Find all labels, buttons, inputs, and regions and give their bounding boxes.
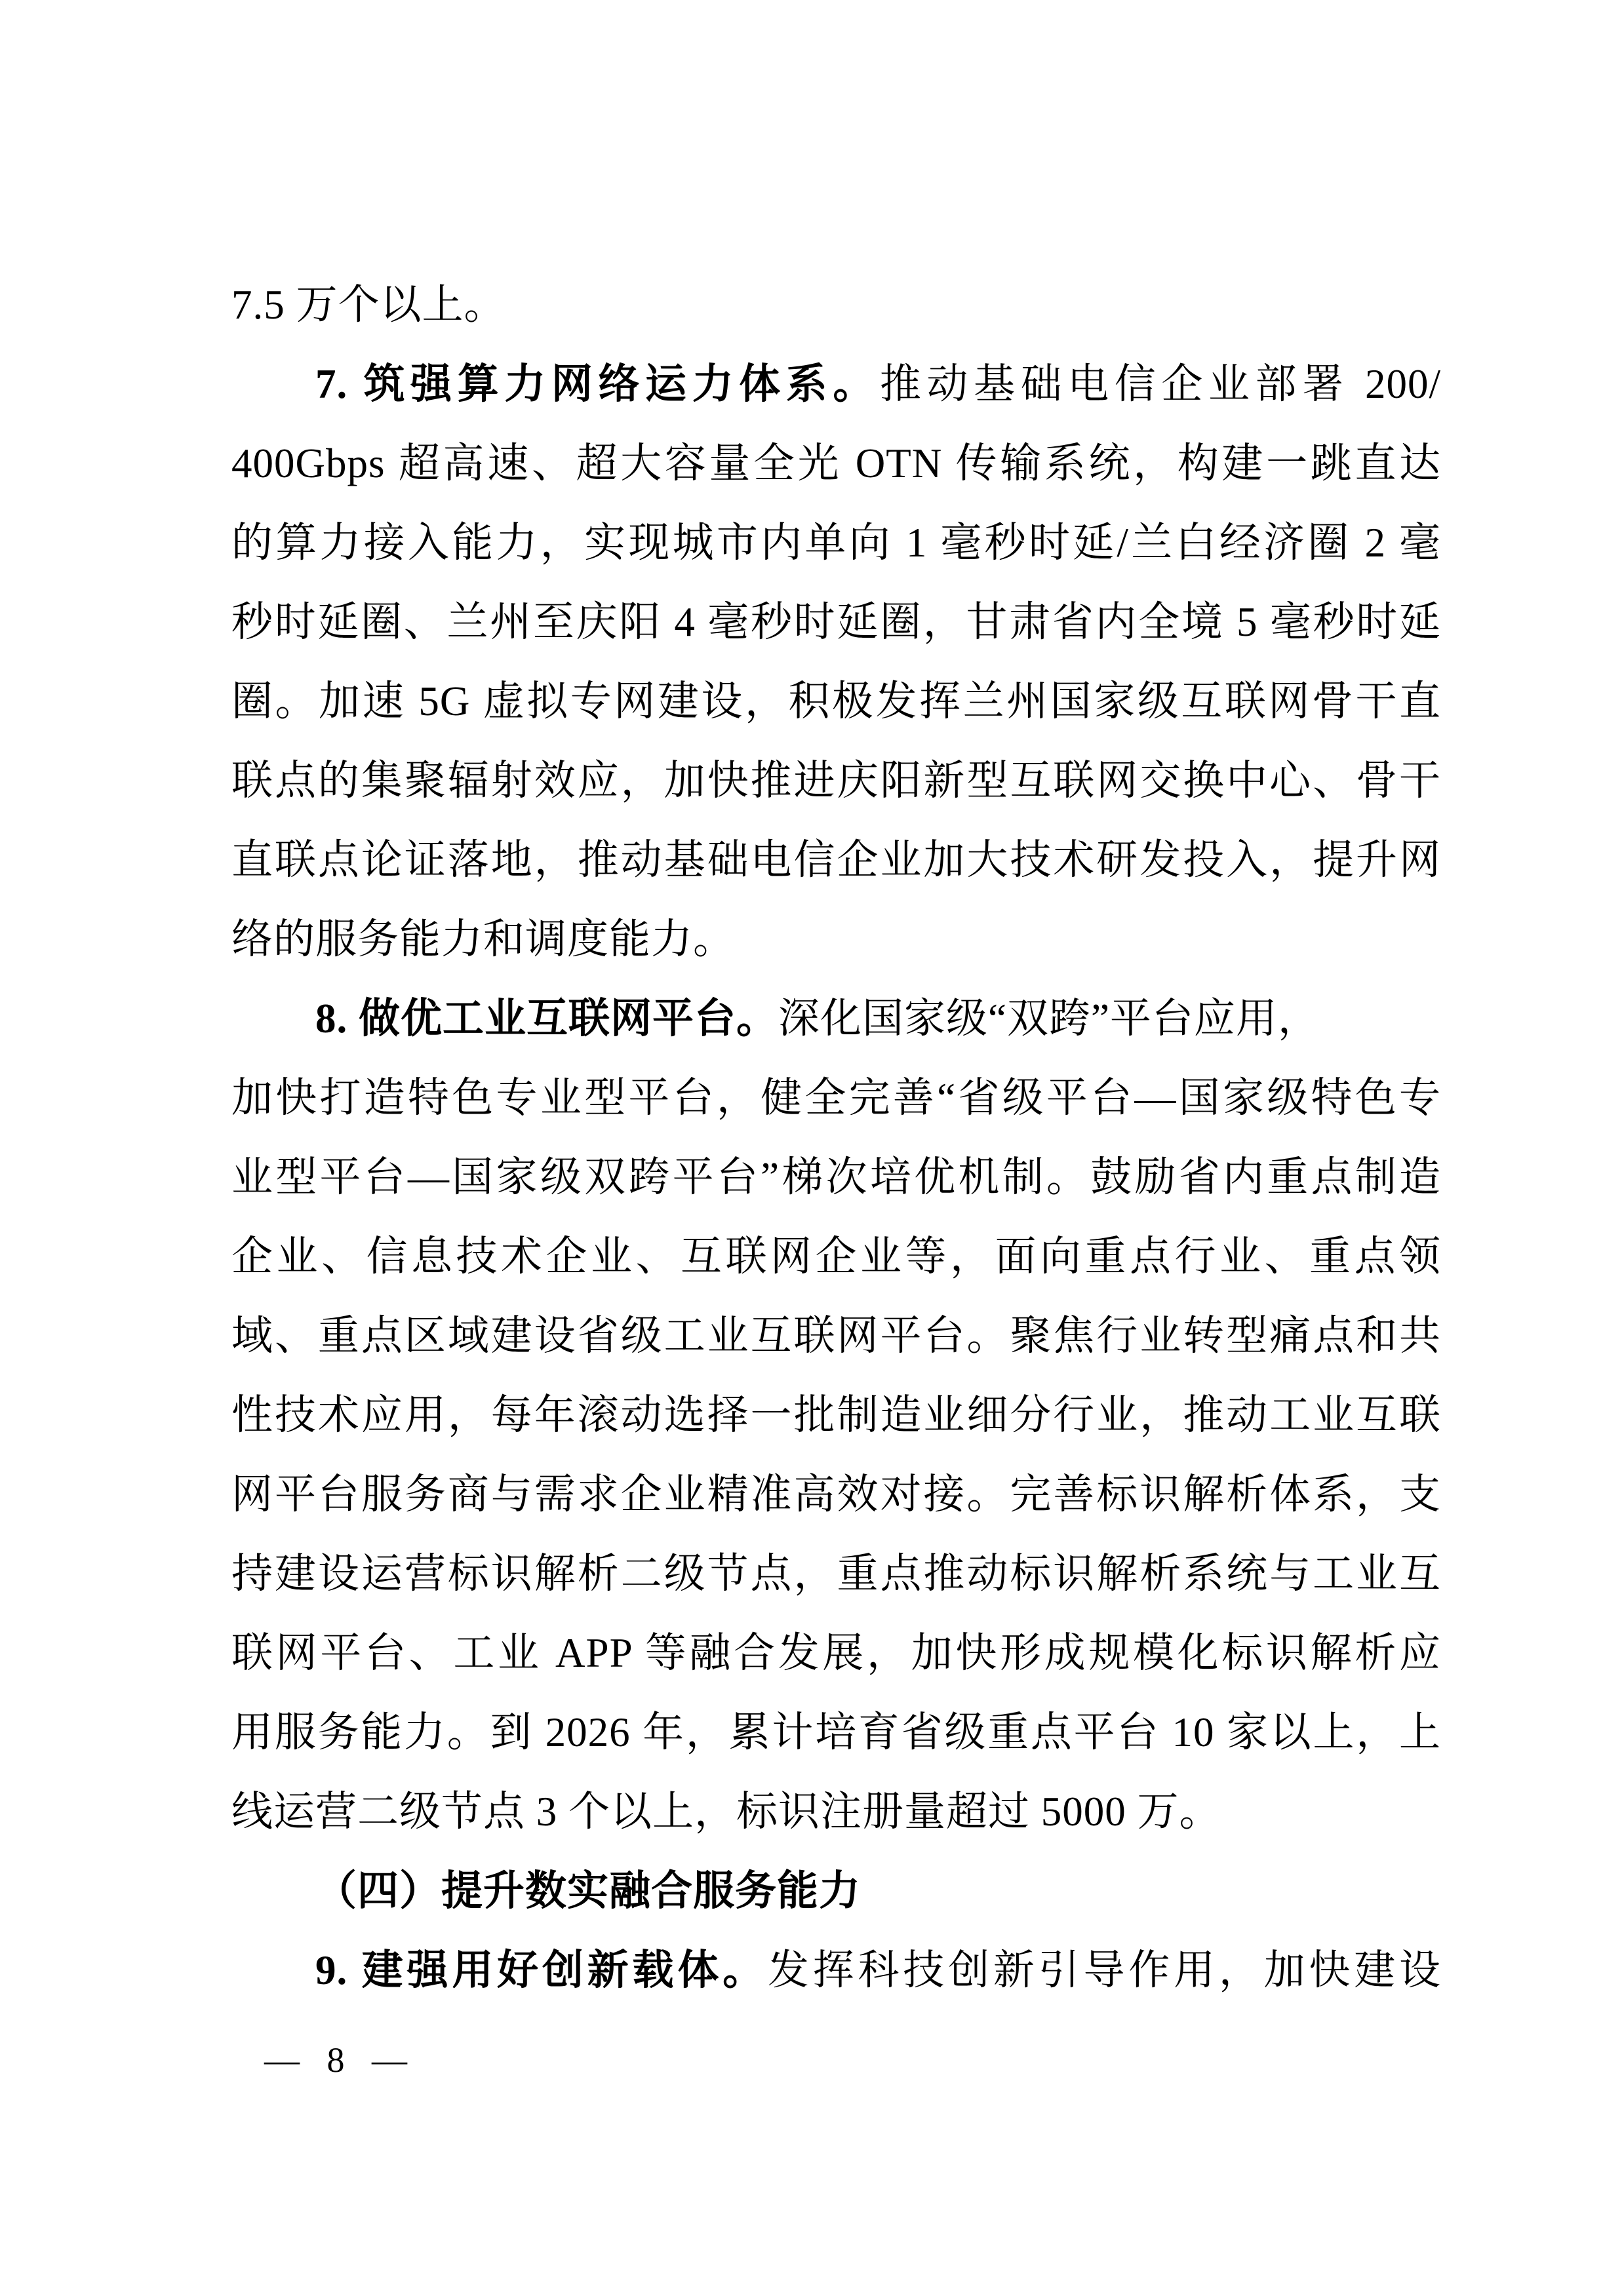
text-line — [231, 1059, 1441, 1138]
text-line — [231, 979, 1441, 1059]
text-segment: 深化国家级“双跨”平台应用， — [778, 996, 1320, 1041]
page-number: — 8 — — [264, 2040, 408, 2080]
text-segment: 联网平台、工业 APP 等融合发展，加快形成规模化标识解析应 — [231, 1630, 1441, 1676]
text-line — [231, 1296, 1441, 1376]
text-line — [231, 900, 1441, 979]
text-segment: 直联点论证落地，推动基础电信企业加大技术研发投入，提升网 — [231, 837, 1441, 883]
bold-text-segment: 8. 做优工业互联网平台。 — [315, 996, 778, 1041]
text-segment: 7.5 万个以上。 — [231, 282, 506, 328]
bold-text-segment: 7. 筑强算力网络运力体系。 — [315, 361, 880, 407]
text-segment: 推动基础电信企业部署 200/ — [879, 361, 1441, 407]
text-segment: 联点的集聚辐射效应，加快推进庆阳新型互联网交换中心、骨干 — [231, 758, 1441, 804]
text-line — [231, 345, 1441, 424]
text-line — [231, 1534, 1441, 1614]
document-body — [231, 265, 1441, 2010]
text-segment: 业型平台—国家级双跨平台”梯次培优机制。鼓励省内重点制造 — [231, 1154, 1441, 1200]
text-line — [231, 1138, 1441, 1217]
text-line — [231, 265, 1441, 345]
text-segment: 企业、信息技术企业、互联网企业等，面向重点行业、重点领 — [231, 1234, 1441, 1279]
text-line — [231, 662, 1441, 741]
text-segment: 持建设运营标识解析二级节点，重点推动标识解析系统与工业互 — [231, 1551, 1441, 1597]
text-segment: 性技术应用，每年滚动选择一批制造业细分行业，推动工业互联 — [231, 1392, 1441, 1438]
text-line — [231, 741, 1441, 821]
text-line — [231, 1852, 1441, 1931]
text-segment: 的算力接入能力，实现城市内单向 1 毫秒时延/兰白经济圈 2 毫 — [231, 520, 1441, 566]
bold-text-segment: 9. 建强用好创新载体。 — [315, 1947, 768, 1993]
bold-text-segment: （四）提升数实融合服务能力 — [315, 1868, 861, 1914]
text-line — [231, 1455, 1441, 1534]
text-line — [231, 1693, 1441, 1772]
text-line — [231, 1614, 1441, 1693]
text-line — [231, 1217, 1441, 1296]
text-line — [231, 821, 1441, 900]
text-segment: 发挥科技创新引导作用，加快建设 — [767, 1947, 1441, 1993]
text-line — [231, 1772, 1441, 1852]
text-segment: 400Gbps 超高速、超大容量全光 OTN 传输系统，构建一跳直达 — [231, 440, 1441, 486]
text-segment: 用服务能力。到 2026 年，累计培育省级重点平台 10 家以上，上 — [231, 1709, 1441, 1755]
text-line — [231, 503, 1441, 583]
text-line — [231, 424, 1441, 503]
text-line — [231, 1931, 1441, 2010]
text-segment: 圈。加速 5G 虚拟专网建设，积极发挥兰州国家级互联网骨干直 — [231, 678, 1441, 724]
text-segment: 加快打造特色专业型平台，健全完善“省级平台—国家级特色专 — [231, 1075, 1441, 1121]
text-segment: 线运营二级节点 3 个以上，标识注册量超过 5000 万。 — [231, 1789, 1221, 1835]
text-line — [231, 1376, 1441, 1455]
text-segment: 域、重点区域建设省级工业互联网平台。聚焦行业转型痛点和共 — [231, 1313, 1441, 1359]
text-segment: 络的服务能力和调度能力。 — [231, 916, 735, 962]
text-segment: 秒时延圈、兰州至庆阳 4 毫秒时延圈，甘肃省内全境 5 毫秒时延 — [231, 599, 1441, 645]
text-line — [231, 583, 1441, 662]
text-segment: 网平台服务商与需求企业精准高效对接。完善标识解析体系，支 — [231, 1471, 1441, 1517]
